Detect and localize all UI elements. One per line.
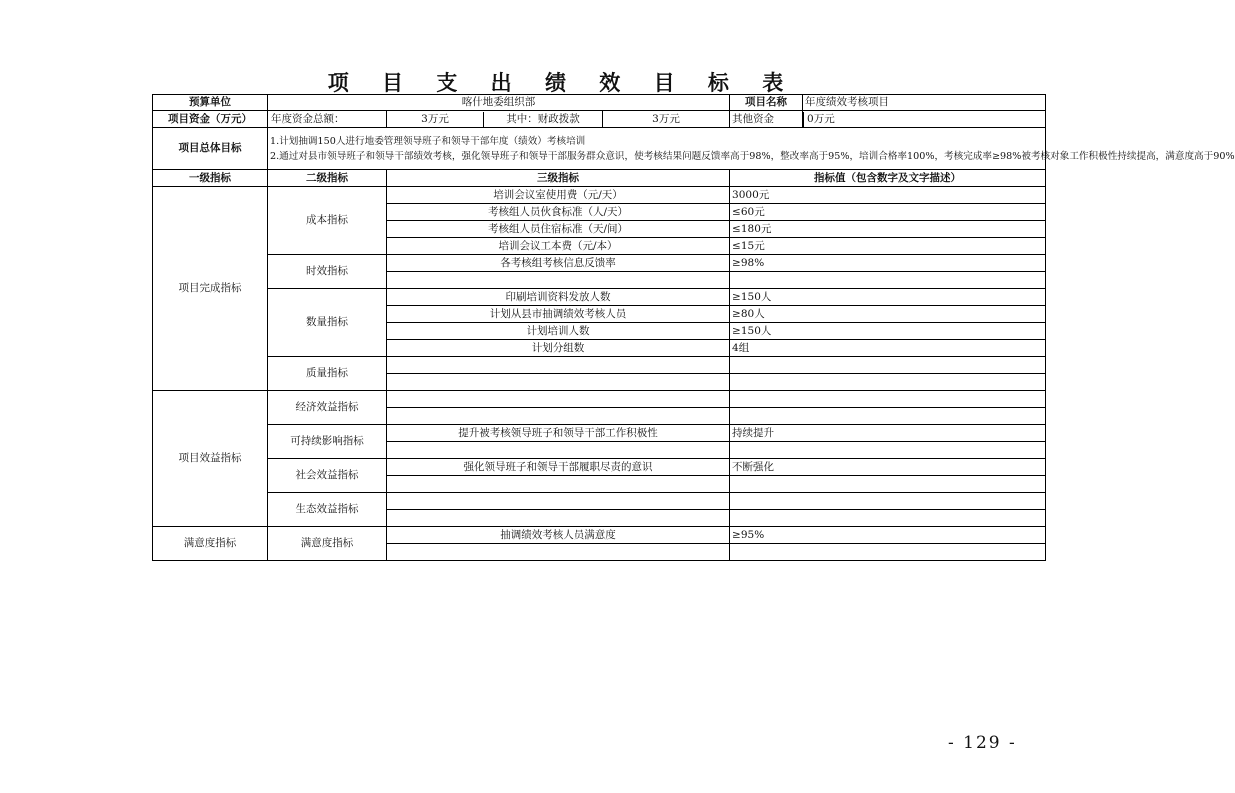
fiscal-value: 3万元	[603, 111, 730, 128]
fiscal-label: 其中：财政拨款	[506, 112, 580, 125]
goal-line-2: 2.通过对县市领导班子和领导干部绩效考核，强化领导班子和领导干部服务群众意识，使考核结果问题反馈率高于98%，整改率高于95%，培训合格率100%，考核完成率≥98%被考核对象工作积极性持续提高，满意度高于90%	[270, 150, 1235, 162]
indicator-name: 各考核组考核信息反馈率	[387, 255, 730, 272]
indicator-value: ≥150人	[730, 289, 1046, 306]
col-value: 指标值（包含数字及文字描述）	[730, 170, 1046, 187]
indicator-value: ≥150人	[730, 323, 1046, 340]
indicator-name	[387, 272, 730, 289]
group-satisfaction: 满意度指标	[153, 527, 268, 561]
indicator-value: 持续提升	[730, 425, 1046, 442]
funds-label: 项目资金（万元）	[153, 111, 268, 128]
indicator-name: 计划培训人数	[387, 323, 730, 340]
indicator-value	[730, 357, 1046, 374]
funds-row	[153, 111, 1046, 128]
indicator-name	[387, 544, 730, 561]
indicator-value	[730, 442, 1046, 459]
indicator-name	[387, 408, 730, 425]
other-funds-value: 0万元	[807, 112, 835, 125]
other-funds-cell	[803, 111, 1046, 128]
indicator-name	[387, 357, 730, 374]
budget-unit-row	[153, 95, 1046, 111]
table-row	[153, 357, 1046, 374]
annual-total-value: 3万元	[387, 112, 484, 127]
subgroup-ecological: 生态效益指标	[268, 493, 387, 527]
goal-label: 项目总体目标	[153, 128, 268, 170]
indicator-name	[387, 442, 730, 459]
indicator-name: 计划从县市抽调绩效考核人员	[387, 306, 730, 323]
indicator-name: 强化领导班子和领导干部履职尽责的意识	[387, 459, 730, 476]
project-name-value: 年度绩效考核项目	[803, 95, 1046, 111]
indicator-value: 4组	[730, 340, 1046, 357]
indicator-name: 考核组人员伙食标准（人/天）	[387, 204, 730, 221]
indicator-value	[730, 272, 1046, 289]
subgroup-quantity: 数量指标	[268, 289, 387, 357]
column-header-row	[153, 170, 1046, 187]
indicator-name: 计划分组数	[387, 340, 730, 357]
indicator-value	[730, 476, 1046, 493]
indicator-value	[730, 408, 1046, 425]
goal-line-1: 1.计划抽调150人进行地委管理领导班子和领导干部年度（绩效）考核培训	[270, 135, 586, 147]
page-number: - 129 -	[948, 733, 1017, 753]
table-row	[153, 255, 1046, 272]
indicator-value	[730, 510, 1046, 527]
goal-text	[268, 128, 1235, 170]
subgroup-social: 社会效益指标	[268, 459, 387, 493]
col-level1: 一级指标	[153, 170, 268, 187]
indicator-value	[730, 374, 1046, 391]
subgroup-cost: 成本指标	[268, 187, 387, 255]
table-row	[153, 187, 1046, 204]
other-funds-label: 其他资金	[730, 111, 803, 128]
budget-unit-label: 预算单位	[153, 95, 268, 111]
subgroup-quality: 质量指标	[268, 357, 387, 391]
subgroup-economic: 经济效益指标	[268, 391, 387, 425]
indicator-name: 抽调绩效考核人员满意度	[387, 527, 730, 544]
indicator-value: ≤60元	[730, 204, 1046, 221]
table-row	[153, 459, 1046, 476]
indicator-value	[730, 493, 1046, 510]
project-name-label: 项目名称	[730, 95, 803, 111]
indicator-value: 不断强化	[730, 459, 1046, 476]
table-row	[153, 391, 1046, 408]
table-title: 项 目 支 出 绩 效 目 标 表	[327, 71, 797, 95]
indicator-value: ≤15元	[730, 238, 1046, 255]
indicator-name: 提升被考核领导班子和领导干部工作积极性	[387, 425, 730, 442]
table-row	[153, 527, 1046, 544]
indicator-value	[730, 391, 1046, 408]
performance-target-table	[152, 94, 1235, 561]
subgroup-time: 时效指标	[268, 255, 387, 289]
table-row	[153, 425, 1046, 442]
table-row	[153, 493, 1046, 510]
indicator-value: ≥95%	[730, 527, 1046, 544]
goal-row	[153, 128, 1046, 170]
indicator-name	[387, 510, 730, 527]
subgroup-satisfaction: 满意度指标	[268, 527, 387, 561]
indicator-name	[387, 391, 730, 408]
indicator-name	[387, 476, 730, 493]
indicator-value: ≥98%	[730, 255, 1046, 272]
col-level2: 二级指标	[268, 170, 387, 187]
indicator-value: ≤180元	[730, 221, 1046, 238]
annual-total-label: 年度资金总额：	[268, 111, 387, 128]
budget-unit-value: 喀什地委组织部	[268, 95, 730, 111]
group-completion: 项目完成指标	[153, 187, 268, 391]
indicator-value: 3000元	[730, 187, 1046, 204]
group-benefit: 项目效益指标	[153, 391, 268, 527]
subgroup-sustainable: 可持续影响指标	[268, 425, 387, 459]
col-level3: 三级指标	[387, 170, 730, 187]
indicator-name: 印刷培训资料发放人数	[387, 289, 730, 306]
indicator-name: 培训会议室使用费（元/天）	[387, 187, 730, 204]
indicator-value	[730, 544, 1046, 561]
indicator-name	[387, 374, 730, 391]
indicator-name: 考核组人员住宿标准（天/间）	[387, 221, 730, 238]
indicator-name	[387, 493, 730, 510]
indicator-value: ≥80人	[730, 306, 1046, 323]
table-row	[153, 289, 1046, 306]
annual-fiscal-cell	[387, 111, 603, 128]
indicator-name: 培训会议工本费（元/本）	[387, 238, 730, 255]
